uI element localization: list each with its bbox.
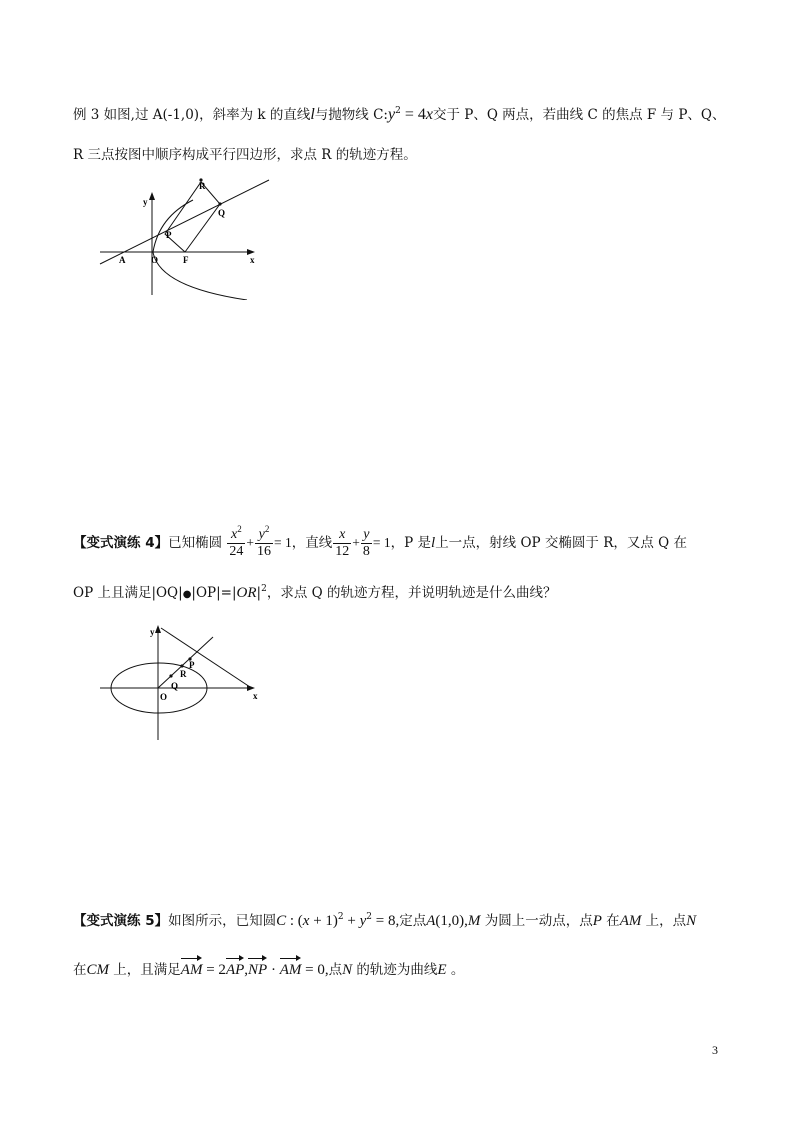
label-x: x bbox=[253, 691, 258, 701]
fraction-x2-24: $\frac{x^2}{24}$ bbox=[229, 524, 244, 559]
variant4-figure bbox=[95, 620, 270, 744]
label-y: y bbox=[150, 627, 155, 637]
label-Q: Q bbox=[171, 681, 179, 691]
fraction-y-8: $\frac{y}{8}$ bbox=[362, 527, 370, 559]
variant4-line2: OP 上且满足$|OQ|●|OP|=|OR|^2$，求点 Q 的轨迹方程，并说明轨迹是什么曲线？ bbox=[73, 584, 557, 601]
parabola-curve bbox=[153, 200, 247, 300]
label-x: x bbox=[250, 255, 255, 265]
label-P: P bbox=[189, 660, 195, 670]
parallelogram bbox=[165, 182, 220, 252]
label-R: R bbox=[180, 669, 187, 679]
point-Q-marker bbox=[218, 202, 221, 205]
label-Q: Q bbox=[218, 208, 226, 218]
y-axis-arrow bbox=[155, 625, 161, 633]
page-number: 3 bbox=[712, 1043, 718, 1057]
example3-figure bbox=[95, 172, 280, 300]
label-O: O bbox=[160, 692, 168, 702]
label-P: P bbox=[166, 230, 172, 240]
label-O: O bbox=[151, 255, 159, 265]
line-l bbox=[161, 628, 250, 687]
vector-AM-2: AM bbox=[279, 962, 302, 978]
label-F: F bbox=[183, 255, 189, 265]
variant5-line2: 在CM 上，且满足AM = 2AP,NP · AM = 0,点N 的轨迹为曲线E 。 bbox=[73, 962, 465, 978]
fraction-x-12: $\frac{x}{12}$ bbox=[335, 527, 350, 559]
vector-AM: AM bbox=[180, 962, 203, 978]
vector-AP: AP bbox=[225, 962, 245, 978]
label-R: R bbox=[199, 181, 206, 191]
example3-line2: R 三点按图中顺序构成平行四边形，求点 R 的轨迹方程。 bbox=[73, 147, 417, 163]
example3-line1: 例 3 如图,过 A(-1,0)，斜率为 k 的直线l与抛物线 $C:y^2 = 4x$交于 P、Q 两点，若曲线 C 的焦点 F 与 P、Q、 bbox=[73, 106, 726, 123]
variant5-line1: 【变式演练 5】如图所示，已知圆C : $(x + 1)^2 + y^2 = 8$,定点A(1,0),M 为圆上一动点，点P 在AM 上，点N bbox=[73, 912, 697, 929]
vector-NP: NP bbox=[248, 962, 268, 978]
label-y: y bbox=[143, 197, 148, 207]
fraction-y2-16: $\frac{y^2}{16}$ bbox=[257, 524, 272, 559]
point-Q-marker bbox=[169, 674, 172, 677]
y-axis-arrow bbox=[149, 192, 155, 200]
point-R-marker bbox=[180, 664, 183, 667]
variant4-line1: 【变式演练 4】已知椭圆 $\frac{x^2}{24}$ + $\frac{y^2}{16}$ = 1，直线 $\frac{x}{12}$ + $\frac{y}{8}$ = 1，P 是l上一点，射线 OP 交椭圆于 R，又点 Q 在 bbox=[73, 524, 688, 559]
label-A: A bbox=[119, 255, 126, 265]
